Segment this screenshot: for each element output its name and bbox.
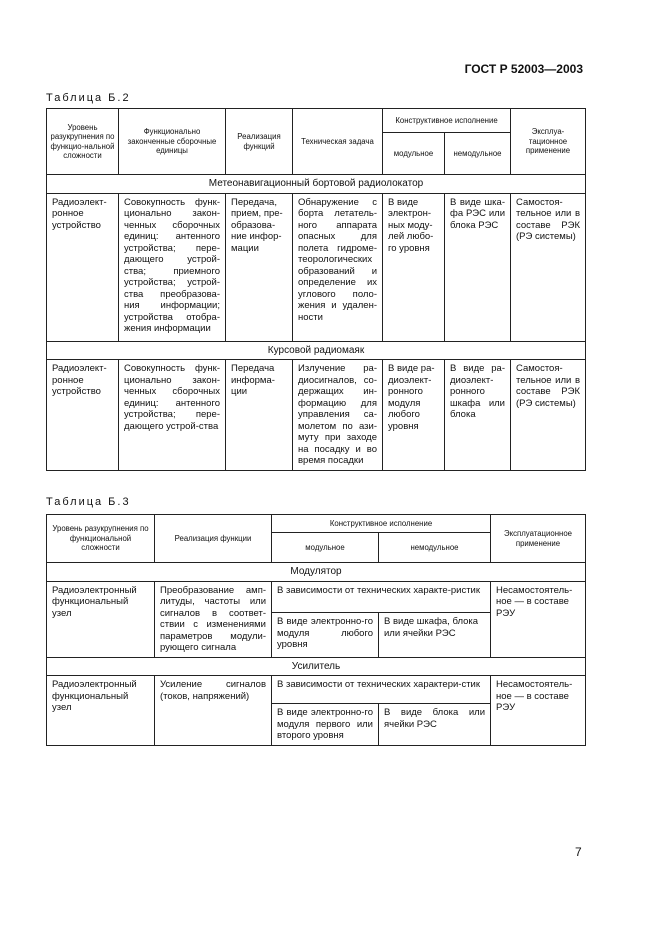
- table-b3: [46, 514, 586, 746]
- col-exploitation-header: Эксплуатационное применение: [491, 515, 586, 563]
- cell-level: Радиоэлект-ронное устройство: [47, 193, 119, 341]
- cell-units: Совокупность функ-ционально закон-ченных сборочных единиц: антенного устройства; пере-дающего устрой-ства: [119, 360, 226, 471]
- cell-nonmodular: В виде ра-диоэлект-ронного шкафа или блока: [445, 360, 511, 471]
- col-modular-header: модульное: [272, 533, 379, 563]
- table-row: [47, 676, 586, 704]
- table-b3-caption: Таблица Б.3: [46, 496, 131, 508]
- cell-modular: В виде электрон-ных моду-лей любо-го уровня: [383, 193, 445, 341]
- cell-units: Совокупность функ-ционально закон-ченных сборочных единиц: антенного устройства; пере-дающего устрой-ства; приемного устройства; устрой-ства преобразова-ния информации; устройства отобра-жения информации: [119, 193, 226, 341]
- cell-nonmodular: В виде шка-фа РЭС или блока РЭС: [445, 193, 511, 341]
- cell-level: Радиоэлект-ронное устройство: [47, 360, 119, 471]
- cell-realization: Передача, прием, пре-образова-ние инфор-мации: [226, 193, 293, 341]
- page-number: 7: [575, 845, 582, 859]
- col-design-header: Конструктивное исполнение: [272, 515, 491, 533]
- col-realization-header: Реализация функций: [226, 109, 293, 175]
- cell-nonmodular: В виде шкафа, блока или ячейки РЭС: [379, 613, 491, 657]
- table-b2-caption: Таблица Б.2: [46, 92, 131, 104]
- col-nonmodular-header: немодульное: [379, 533, 491, 563]
- table-row: [47, 581, 586, 613]
- standard-number: ГОСТ Р 52003—2003: [464, 62, 583, 76]
- cell-realization: Преобразование амп-литуды, частоты или сигналов в соответ-ствии с изменениями параметров модули-рующего сигнала: [155, 581, 272, 657]
- cell-task: Излучение ра-диосигналов, со-держащих ин-формацию для управления са-молетом по ази-муту при заходе на посадку и во время посадки: [293, 360, 383, 471]
- cell-exploitation: Несамостоятель-ное — в составе РЭУ: [491, 581, 586, 657]
- section-title: Модулятор: [47, 563, 586, 582]
- table-b2: [46, 108, 586, 471]
- section-title: Усилитель: [47, 657, 586, 676]
- cell-modular: В виде электронно-го модуля первого или второго уровня: [272, 704, 379, 746]
- col-exploitation-header: Эксплуа-тационное применение: [511, 109, 586, 175]
- cell-nonmodular: В виде блока или ячейки РЭС: [379, 704, 491, 746]
- table-row: [47, 193, 586, 341]
- cell-task: Обнаружение с борта летатель-ного аппарата опасных для полета гидроме-теорологических образований и определение их углового поло-жения и удален-ности: [293, 193, 383, 341]
- col-units-header: Функционально законченные сборочные единицы: [119, 109, 226, 175]
- cell-exploitation: Несамостоятель-ное — в составе РЭУ: [491, 676, 586, 746]
- col-design-header: Конструктивное исполнение: [383, 109, 511, 133]
- col-realization-header: Реализация функции: [155, 515, 272, 563]
- cell-level: Радиоэлектронный функциональный узел: [47, 581, 155, 657]
- col-nonmodular-header: немодульное: [445, 133, 511, 175]
- cell-modular: В виде электронно-го модуля любого уровня: [272, 613, 379, 657]
- cell-design-common: В зависимости от технических характери-стик: [272, 676, 491, 704]
- cell-design-common: В зависимости от технических характе-ристик: [272, 581, 491, 613]
- section-title: Метеонавигационный бортовой радиолокатор: [47, 175, 586, 194]
- table-row: [47, 360, 586, 471]
- cell-modular: В виде ра-диоэлект-ронного модуля любого уровня: [383, 360, 445, 471]
- col-level-header: Уровень разукрупнения по функциональной сложности: [47, 515, 155, 563]
- cell-realization: Передача информа-ции: [226, 360, 293, 471]
- cell-realization: Усиление сигналов (токов, напряжений): [155, 676, 272, 746]
- section-title: Курсовой радиомаяк: [47, 341, 586, 360]
- col-level-header: Уровень разукрупнения по функцио-нальной сложности: [47, 109, 119, 175]
- col-modular-header: модульное: [383, 133, 445, 175]
- cell-level: Радиоэлектронный функциональный узел: [47, 676, 155, 746]
- col-task-header: Техническая задача: [293, 109, 383, 175]
- cell-exploitation: Самостоя-тельное или в составе РЭК (РЭ системы): [511, 193, 586, 341]
- cell-exploitation: Самостоя-тельное или в составе РЭК (РЭ системы): [511, 360, 586, 471]
